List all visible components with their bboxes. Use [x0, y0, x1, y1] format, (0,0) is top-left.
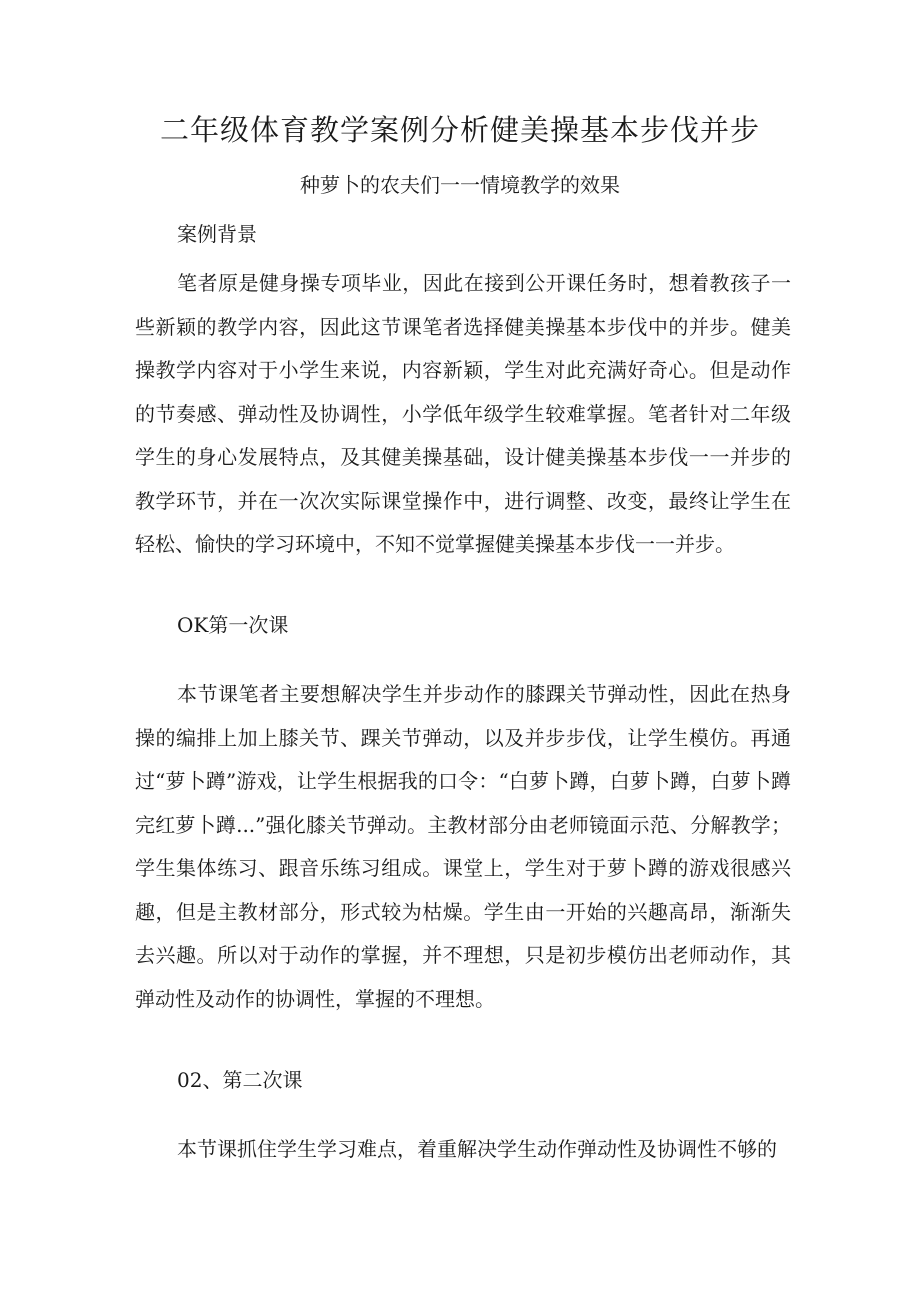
- section-heading-first-lesson: OK第一次课: [177, 613, 289, 637]
- document-title: 二年级体育教学案例分析健美操基本步伐并步: [159, 113, 760, 147]
- paragraph-background: 笔者原是健身操专项毕业，因此在接到公开课任务时，想着教孩子一些新颖的教学内容，因此这节课笔者选择健美操基本步伐中的并步。健美操教学内容对于小学生来说，内容新颖，学生对此充满好奇心。但是动作的节奏感、弹动性及协调性，小学低年级学生较难掌握。笔者针对二年级学生的身心发展特点，及其健美操基础，设计健美操基本步伐一一并步的教学环节，并在一次次实际课堂操作中，进行调整、改变，最终让学生在轻松、愉快的学习环境中，不知不觉掌握健美操基本步伐一一并步。: [135, 271, 791, 556]
- document-subtitle: 种萝卜的农夫们一一情境教学的效果: [300, 173, 620, 197]
- section-heading-background: 案例背景: [177, 222, 257, 246]
- paragraph-first-lesson: 本节课笔者主要想解决学生并步动作的膝踝关节弹动性，因此在热身操的编排上加上膝关节、踝关节弹动，以及并步步伐，让学生模仿。再通过“萝卜蹲”游戏，让学生根据我的口令：“白萝卜蹲，白萝卜蹲，白萝卜蹲完红萝卜蹲...”强化膝关节弹动。主教材部分由老师镜面示范、分解教学；学生集体练习、跟音乐练习组成。课堂上，学生对于萝卜蹲的游戏很感兴趣，但是主教材部分，形式较为枯燥。学生由一开始的兴趣高昂，渐渐失去兴趣。所以对于动作的掌握，并不理想，只是初步模仿出老师动作，其弹动性及动作的协调性，掌握的不理想。: [135, 682, 791, 1011]
- section-heading-second-lesson: 02、第二次课: [177, 1068, 303, 1092]
- paragraph-second-lesson: 本节课抓住学生学习难点，着重解决学生动作弹动性及协调性不够的: [177, 1137, 777, 1161]
